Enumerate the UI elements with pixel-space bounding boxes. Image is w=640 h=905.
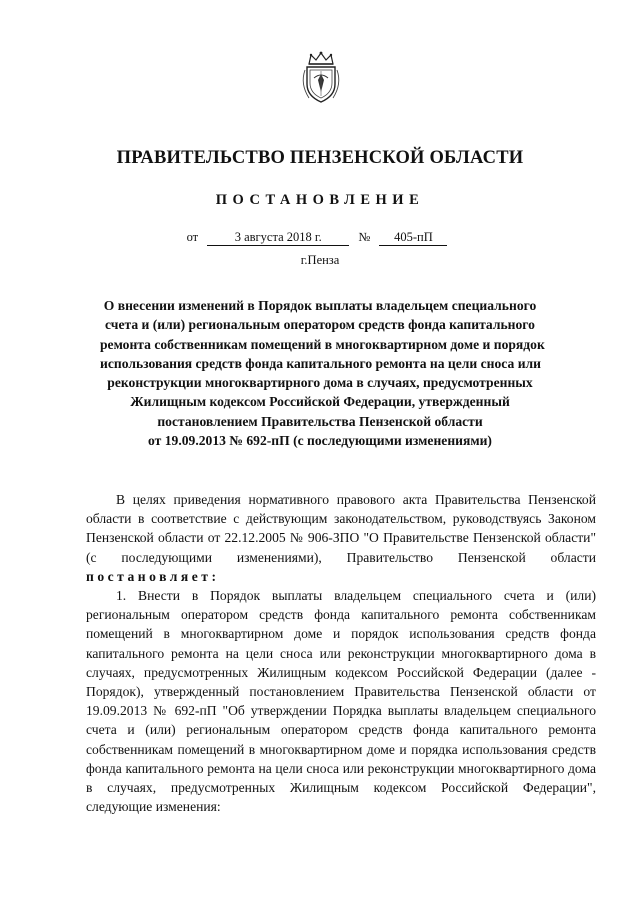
government-title: ПРАВИТЕЛЬСТВО ПЕНЗЕНСКОЙ ОБЛАСТИ [116, 148, 524, 168]
date-prefix: от [186, 230, 199, 244]
decree-word: постановляет: [86, 568, 220, 584]
subject-line: счета и (или) региональным оператором средств фонда капитального [105, 317, 535, 333]
coat-of-arms-icon [297, 50, 345, 106]
subject-line: от 19.09.2013 № 692-пП (с последующими изменениями) [148, 433, 492, 449]
city: г.Пенза [300, 253, 340, 267]
item-1-paragraph: 1. Внести в Порядок выплаты владельцем специального счета и (или) региональным оператором средств фонда капитального ремонта собственникам помещений в многоквартирном доме и порядок использования средств фонда капитального ремонта на цели сноса или реконструкции многоквартирного дома в случаях, предусмотренных Жилищным кодексом Российской Федерации (далее - Порядок), утвержденный постановлением Правительства Пензенской области от 19.09.2013 № 692-пП "Об утверждении Порядка выплаты владельцем специального счета и (или) региональным оператором средств фонда капитального ремонта собственникам помещений в многоквартирном доме и порядка использования средств фонда капитального ремонта на цели сноса или реконструкции многоквартирного дома в случаях, предусмотренных Жилищным кодексом Российской Федерации", следующие изменения: [86, 588, 596, 815]
subject-line: ремонта собственникам помещений в многоквартирном доме и порядок [100, 336, 545, 352]
document-type: ПОСТАНОВЛЕНИЕ [215, 192, 425, 208]
subject-line: О внесении изменений в Порядок выплаты владельцем специального [103, 298, 537, 313]
subject-line: Жилищным кодексом Российской Федерации, утвержденный [130, 394, 510, 410]
subject-line: реконструкции многоквартирного дома в случаях, предусмотренных [107, 375, 533, 391]
preamble-paragraph [86, 490, 596, 586]
document-date: 3 августа 2018 г. [207, 230, 349, 246]
document-number: 405-пП [379, 230, 447, 246]
preamble-text: В целях приведения нормативного правового акта Правительства Пензенской области в соответствие с действующим законодательством, руководствуясь Законом Пензенской области от 22.12.2005 № 906-ЗПО "О Правительстве Пензенской области" (с последующими изменениями), Правительство Пензенской области [86, 492, 596, 565]
subject-line: использования средств фонда капитального ремонта на цели сноса или [100, 355, 541, 371]
date-number-line [0, 230, 640, 246]
subject-line: постановлением Правительства Пензенской области [157, 413, 483, 429]
number-sign: № [358, 230, 371, 244]
document-subject [100, 296, 545, 450]
document-body [86, 490, 596, 816]
